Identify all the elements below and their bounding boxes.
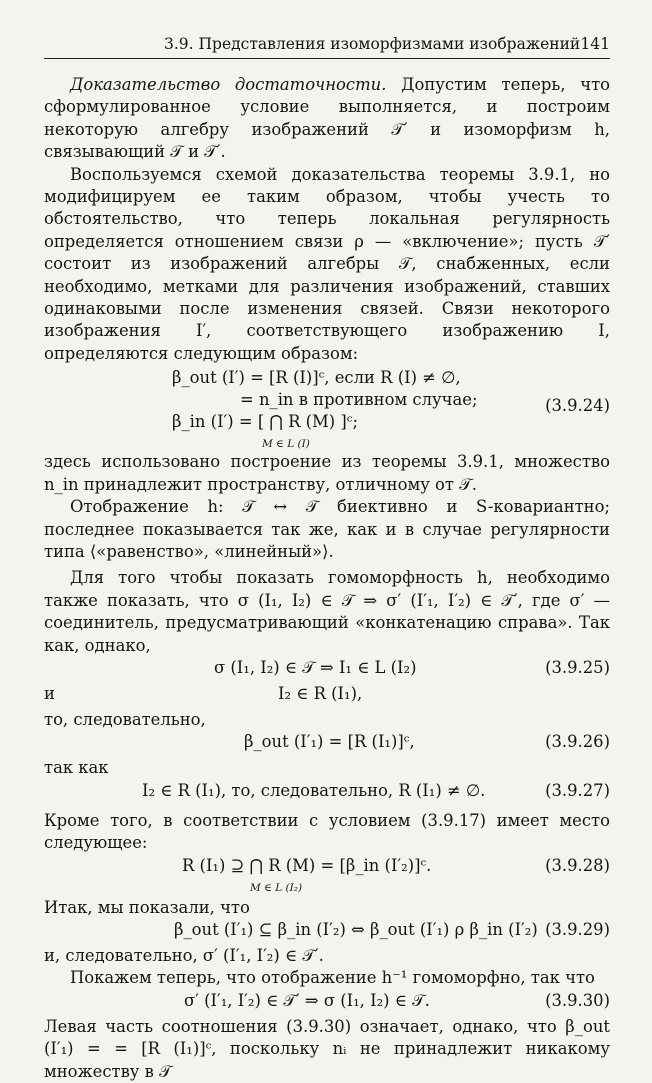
text-then: то, следовательно, [44, 709, 206, 729]
page-body [44, 74, 610, 1083]
equation-line-1: β_out (I′) = [R (I)]ᶜ, если R (I) ≠ ∅, [172, 368, 461, 388]
paragraph-homomorphism: Для того чтобы показать гомоморфность h, необходимо также показать, что σ (I₁, I₂) ∈ 𝒯 ⇒ σ′ (I′₁, I′₂) ∈ 𝒯′, где σ′ — соединитель, предусматривающий «конкатенацию справа». Так как, однако, [44, 568, 610, 655]
equation-number: (3.9.29) [545, 919, 610, 939]
equation-formula: R (I₁) ⊇ ⋂ R (M) = [β_in (I′₂)]ᶜ. [182, 855, 432, 875]
equation-3-9-29 [44, 919, 610, 945]
equation-3-9-25 [44, 657, 610, 683]
equation-number: (3.9.28) [545, 855, 610, 875]
intersection-index: M ∈ L (I) [262, 438, 310, 451]
paragraph-left-side: Левая часть соотношения (3.9.30) означает, однако, что β_out (I′₁) = = [R (I₁)]ᶜ, поскольку nᵢ не принадлежит никакому множеству в 𝒯 [44, 1016, 610, 1081]
equation-formula: β_out (I′₁) ⊆ β_in (I′₂) ⇔ β_out (I′₁) ρ β_in (I′₂) [174, 919, 538, 939]
page-number: 141 [580, 35, 610, 53]
equation-number: (3.9.30) [545, 990, 610, 1010]
equation-formula: I₂ ∈ R (I₁), то, следовательно, R (I₁) ≠ ∅. [142, 780, 486, 800]
equation-number: (3.9.24) [545, 396, 610, 416]
equation-3-9-27 [44, 780, 610, 806]
conjunction-word: и [44, 683, 55, 703]
paragraph-furthermore: Кроме того, в соответствии с условием (3.9.17) имеет место следующее: [44, 810, 610, 853]
text-since: так как [44, 758, 109, 778]
equation-line-3: β_in (I′) = [ ⋂ R (M) ]ᶜ; [172, 412, 359, 432]
text-so-we-showed: Итак, мы показали, что [44, 897, 250, 917]
equation-number: (3.9.26) [545, 732, 610, 752]
equation-number: (3.9.27) [545, 780, 610, 800]
section-title: 3.9. Представления изоморфизмами изображений [164, 35, 581, 53]
paragraph-construction: Воспользуемся схемой доказательства теоремы 3.9.1, но модифицируем ее таким образом, чтобы учесть то обстоятельство, что теперь локальная регулярность определяется отношением связи ρ — «включение»; пусть 𝒯′ состоит из изображений алгебры 𝒯, снабженных, если необходимо, метками для различения изображений, ставших одинаковыми после изменения связей. Связи некоторого изображения I′, соответствующего изображению I, определяются следующим образом: [44, 164, 610, 363]
equation-formula: I₂ ∈ R (I₁), [278, 683, 363, 703]
proof-heading: Доказательство достаточности. [70, 75, 387, 94]
equation-formula: σ′ (I′₁, I′₂) ∈ 𝒯′ ⇒ σ (I₁, I₂) ∈ 𝒯. [184, 990, 430, 1010]
intersection-index: M ∈ L (I₂) [250, 881, 303, 894]
paragraph-inverse: Покажем теперь, что отображение h⁻¹ гомоморфно, так что [70, 968, 595, 988]
text-consequently: и, следовательно, σ′ (I′₁, I′₂) ∈ 𝒯′. [44, 945, 324, 965]
equation-number: (3.9.25) [545, 657, 610, 677]
equation-formula: σ (I₁, I₂) ∈ 𝒯 ⇒ I₁ ∈ L (I₂) [214, 657, 417, 677]
equation-3-9-24 [44, 365, 610, 451]
equation-line-2: = n_in в противном случае; [240, 390, 478, 410]
paragraph-construction-note: здесь использовано построение из теоремы 3.9.1, множество n_in принадлежит пространству, отличному от 𝒯. [44, 452, 610, 494]
paragraph-proof-start [44, 74, 610, 164]
paragraph-text: Допустим теперь, что сформулированное условие выполняется, и построим некоторую алгебру изображений 𝒯′ и изоморфизм h, связывающий 𝒯 и 𝒯′. [44, 75, 611, 162]
equation-3-9-30 [44, 990, 610, 1016]
equation-3-9-26 [44, 731, 610, 757]
equation-3-9-25-continued [44, 683, 610, 709]
running-header [44, 34, 610, 59]
paragraph-bijection: Отображение h: 𝒯 ↔ 𝒯 биективно и S-ковариантно; последнее показывается так же, как и в случае регулярности типа ⟨«равенство», «линейный»⟩. [44, 497, 610, 561]
equation-formula: β_out (I′₁) = [R (I₁)]ᶜ, [244, 732, 415, 752]
equation-3-9-28 [44, 855, 610, 897]
